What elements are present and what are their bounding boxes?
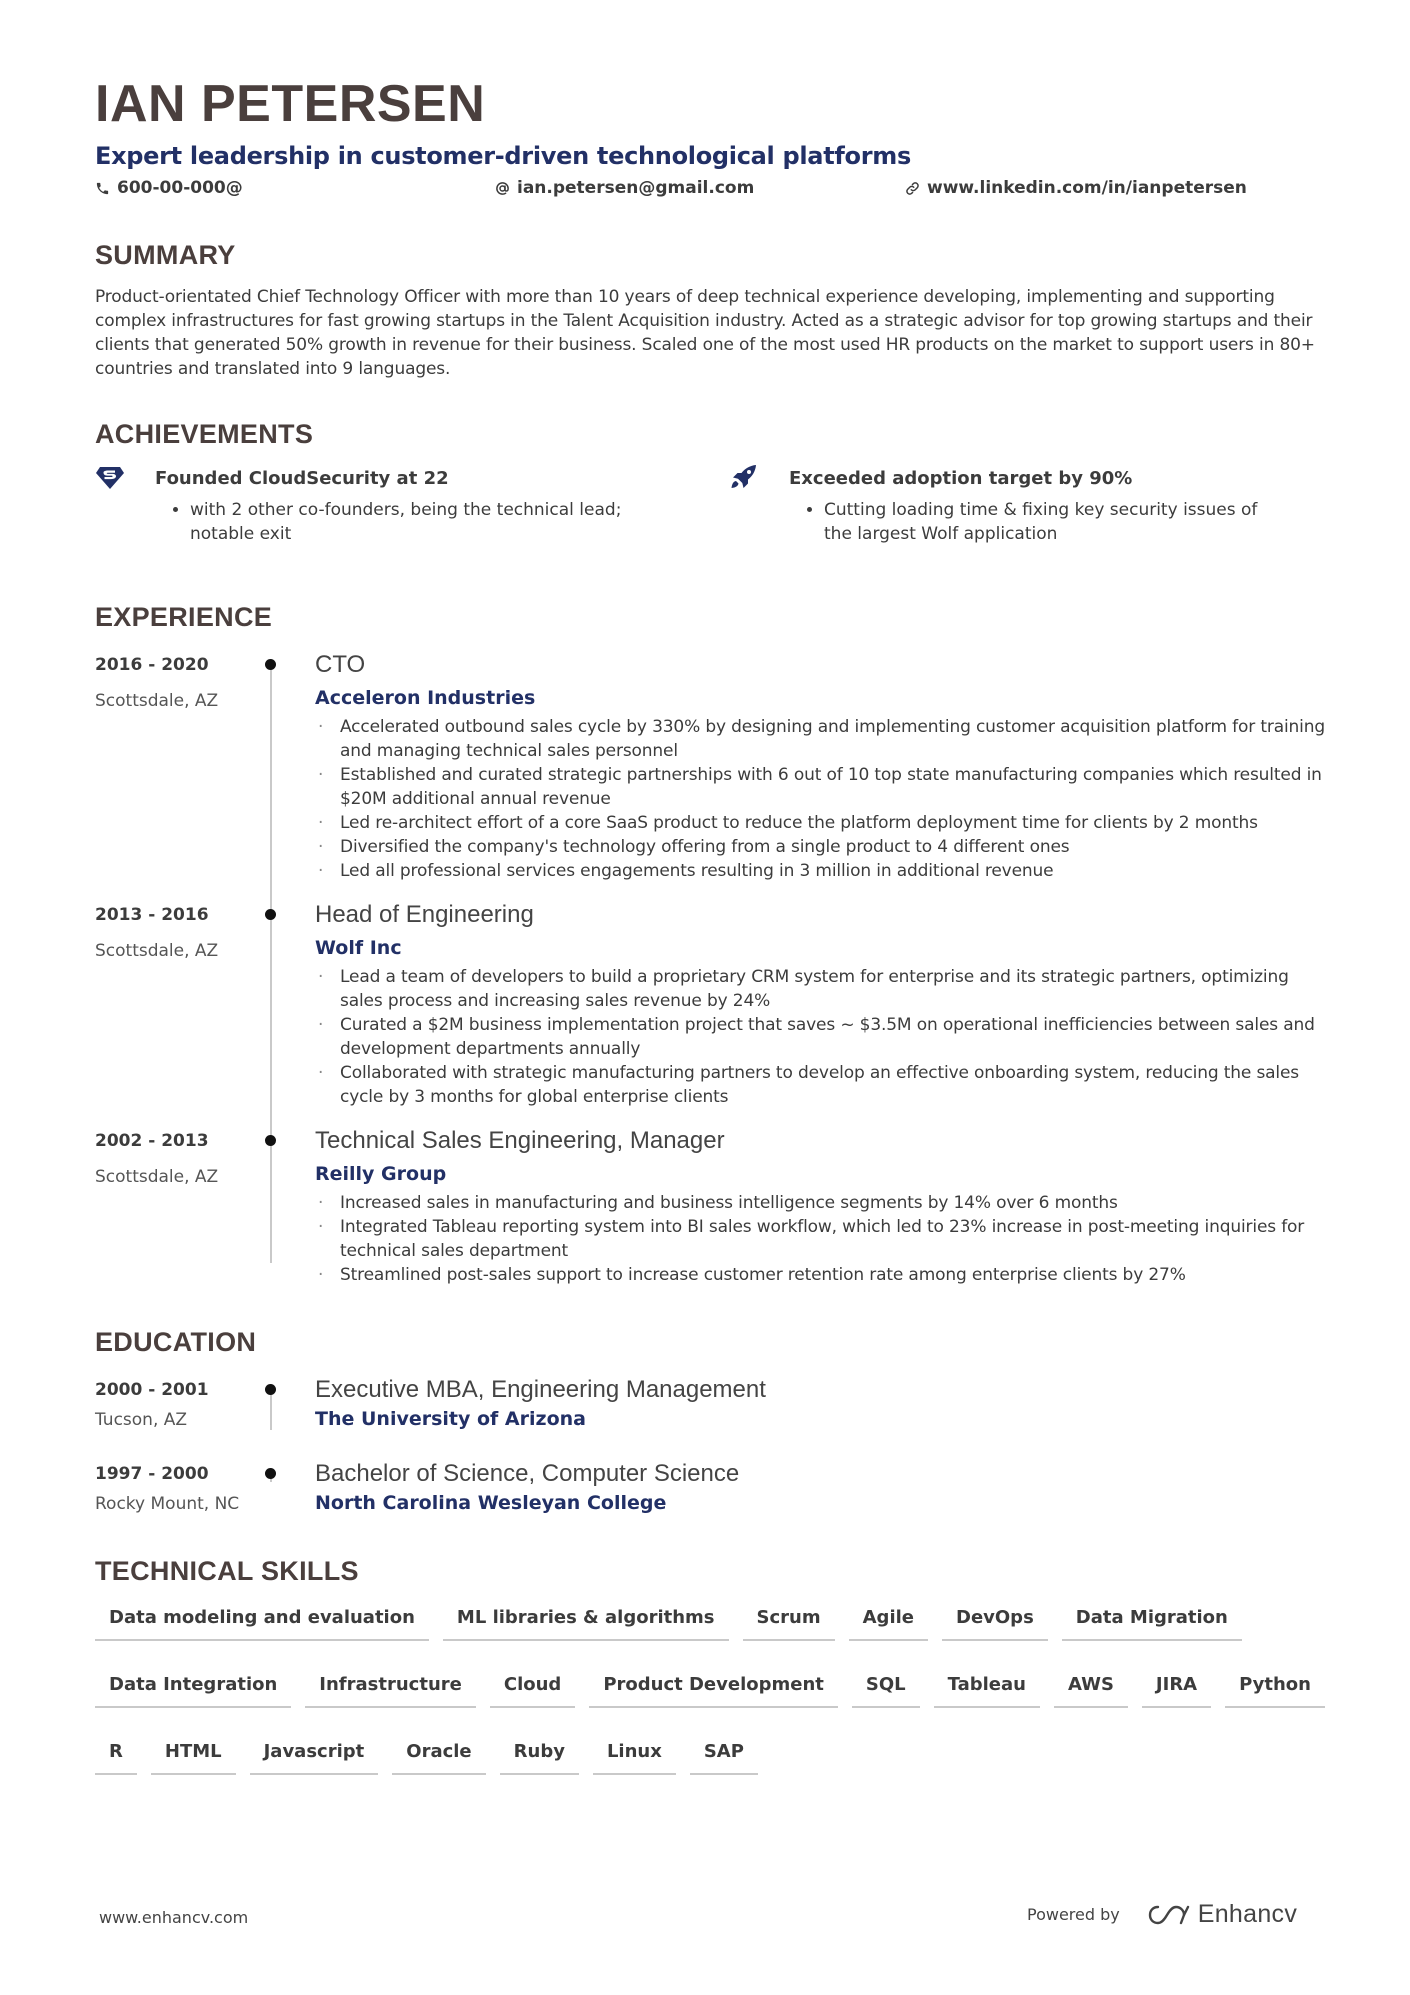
achievements-row <box>95 464 1335 564</box>
job-bullet: · Collaborated with strategic manufacturing partners to develop an effective onboarding system, reducing the sales cycle by 3 months for global enterprise clients <box>315 1061 1335 1109</box>
skills-title: TECHNICAL SKILLS <box>95 1556 359 1586</box>
brand-name: Enhancv <box>1197 1900 1298 1928</box>
company-name: Reilly Group <box>315 1163 447 1185</box>
entry-location: Rocky Mount, NC <box>95 1494 240 1514</box>
timeline-dot <box>265 1384 276 1395</box>
linkedin-text: www.linkedin.com/in/ianpetersen <box>927 178 1247 198</box>
achievement-details <box>729 498 1289 546</box>
skill-tag: Javascript <box>250 1739 379 1775</box>
entry-dates: 2002 - 2013 <box>95 1131 209 1151</box>
phone-contact[interactable] <box>95 178 243 198</box>
skill-tag: Cloud <box>490 1672 575 1708</box>
email-contact[interactable] <box>495 178 754 198</box>
email-text: ian.petersen@gmail.com <box>517 178 755 198</box>
job-bullet: · Lead a team of developers to build a proprietary CRM system for enterprise and its strategic partners, optimizing sales process and increasing sales revenue by 24% <box>315 965 1335 1013</box>
entry-dates: 2016 - 2020 <box>95 655 209 675</box>
achievement-title: Founded CloudSecurity at 22 <box>155 467 449 489</box>
achievement-item <box>729 464 1289 546</box>
experience-entry <box>95 653 1335 883</box>
skill-tag: Infrastructure <box>305 1672 476 1708</box>
education-title: EDUCATION <box>95 1327 257 1357</box>
skill-tag: Linux <box>593 1739 676 1775</box>
linkedin-contact[interactable] <box>905 178 1247 198</box>
timeline-dot <box>265 1135 276 1146</box>
achievements-title: ACHIEVEMENTS <box>95 419 314 449</box>
skill-tag: DevOps <box>942 1605 1048 1641</box>
summary-text: Product-orientated Chief Technology Officer with more than 10 years of deep technical experience developing, implementing and supporting complex infrastructures for fast growing startups in the Talent Acquisition industry. Acted as a strategic advisor for top growing startups and their clients that generated 50% growth in revenue for their business. Scaled one of the most used HR products on the market to support users in 80+ countries and translated into 9 languages. <box>95 287 1315 379</box>
superhero-icon <box>95 464 131 492</box>
education-timeline <box>95 1378 1335 1516</box>
phone-text: 600-00-000@ <box>117 178 243 198</box>
skill-tag: SAP <box>690 1739 758 1775</box>
timeline-dot <box>265 659 276 670</box>
summary-section <box>95 240 1335 381</box>
link-icon <box>905 181 920 196</box>
resume-page <box>95 75 1335 1806</box>
footer-branding[interactable] <box>1027 1900 1297 1929</box>
experience-entry <box>95 903 1335 1109</box>
skill-tag: JIRA <box>1142 1672 1211 1708</box>
skill-tag: Ruby <box>500 1739 579 1775</box>
skill-tag: R <box>95 1739 137 1775</box>
achievement-detail: • Cutting loading time & fixing key security issues of the largest Wolf application <box>824 498 1289 546</box>
rocket-icon <box>729 464 765 492</box>
entry-location: Scottsdale, AZ <box>95 941 219 961</box>
achievement-detail: • with 2 other co-founders, being the technical lead; notable exit <box>190 498 655 546</box>
job-bullet: · Increased sales in manufacturing and business intelligence segments by 14% over 6 months <box>315 1191 1335 1215</box>
skill-tag: Data Integration <box>95 1672 291 1708</box>
skills-list <box>95 1605 1340 1806</box>
job-bullet: · Led all professional services engagements resulting in 3 million in additional revenue <box>315 859 1335 883</box>
entry-location: Scottsdale, AZ <box>95 1167 219 1187</box>
skills-section <box>95 1556 1335 1806</box>
enhancv-logo-icon <box>1146 1903 1192 1927</box>
powered-by-label: Powered by <box>1027 1905 1120 1924</box>
skill-tag: SQL <box>852 1672 920 1708</box>
education-entry <box>95 1462 1335 1516</box>
job-bullet: · Integrated Tableau reporting system into BI sales workflow, which led to 23% increase in post-meeting inquiries for technical sales department <box>315 1215 1335 1263</box>
job-bullet: · Led re-architect effort of a core SaaS product to reduce the platform deployment time for clients by 2 months <box>315 811 1335 835</box>
job-bullet: · Diversified the company's technology offering from a single product to 4 different ones <box>315 835 1335 859</box>
timeline-dot <box>265 1468 276 1479</box>
skill-tag: HTML <box>151 1739 236 1775</box>
phone-icon <box>95 181 110 196</box>
company-name: Acceleron Industries <box>315 687 536 709</box>
job-bullets <box>315 715 1335 883</box>
achievement-details <box>95 498 655 546</box>
entry-dates: 2013 - 2016 <box>95 905 209 925</box>
experience-title: EXPERIENCE <box>95 602 273 632</box>
entry-location: Scottsdale, AZ <box>95 691 219 711</box>
at-icon <box>495 181 510 196</box>
skill-tag: Data modeling and evaluation <box>95 1605 429 1641</box>
entry-dates: 1997 - 2000 <box>95 1464 209 1484</box>
contact-row <box>95 178 1335 204</box>
skill-tag: Tableau <box>934 1672 1040 1708</box>
achievement-item <box>95 464 655 546</box>
candidate-name: IAN PETERSEN <box>95 75 486 133</box>
skill-tag: Python <box>1225 1672 1325 1708</box>
job-bullets <box>315 965 1335 1109</box>
skill-tag: Data Migration <box>1062 1605 1242 1641</box>
education-entry <box>95 1378 1335 1432</box>
footer-website[interactable]: www.enhancv.com <box>99 1908 249 1927</box>
skill-tag: Product Development <box>589 1672 838 1708</box>
summary-title: SUMMARY <box>95 240 236 270</box>
skill-tag: Agile <box>849 1605 928 1641</box>
experience-entry <box>95 1129 1335 1287</box>
job-title: Technical Sales Engineering, Manager <box>315 1127 725 1154</box>
education-section <box>95 1327 1335 1516</box>
job-bullets <box>315 1191 1335 1287</box>
skill-tag: Oracle <box>392 1739 485 1775</box>
school-name: The University of Arizona <box>315 1408 586 1430</box>
company-name: Wolf Inc <box>315 937 402 959</box>
degree: Bachelor of Science, Computer Science <box>315 1460 740 1487</box>
headline: Expert leadership in customer-driven technological platforms <box>95 142 911 170</box>
experience-section <box>95 602 1335 1287</box>
job-title: Head of Engineering <box>315 901 534 928</box>
skill-tag: AWS <box>1054 1672 1128 1708</box>
timeline-dot <box>265 909 276 920</box>
job-bullet: · Accelerated outbound sales cycle by 330% by designing and implementing customer acquisition platform for training and managing technical sales personnel <box>315 715 1335 763</box>
job-bullet: · Streamlined post-sales support to increase customer retention rate among enterprise clients by 27% <box>315 1263 1335 1287</box>
school-name: North Carolina Wesleyan College <box>315 1492 667 1514</box>
entry-location: Tucson, AZ <box>95 1410 188 1430</box>
achievement-title: Exceeded adoption target by 90% <box>789 467 1133 489</box>
job-bullet: · Established and curated strategic partnerships with 6 out of 10 top state manufacturing companies which resulted in $20M additional annual revenue <box>315 763 1335 811</box>
achievements-section <box>95 419 1335 564</box>
job-bullet: · Curated a $2M business implementation project that saves ~ $3.5M on operational inefficiencies between sales and development departments annually <box>315 1013 1335 1061</box>
job-title: CTO <box>315 651 366 678</box>
experience-timeline <box>95 653 1335 1287</box>
degree: Executive MBA, Engineering Management <box>315 1376 766 1403</box>
skill-tag: Scrum <box>743 1605 835 1641</box>
entry-dates: 2000 - 2001 <box>95 1380 209 1400</box>
skill-tag: ML libraries & algorithms <box>443 1605 729 1641</box>
